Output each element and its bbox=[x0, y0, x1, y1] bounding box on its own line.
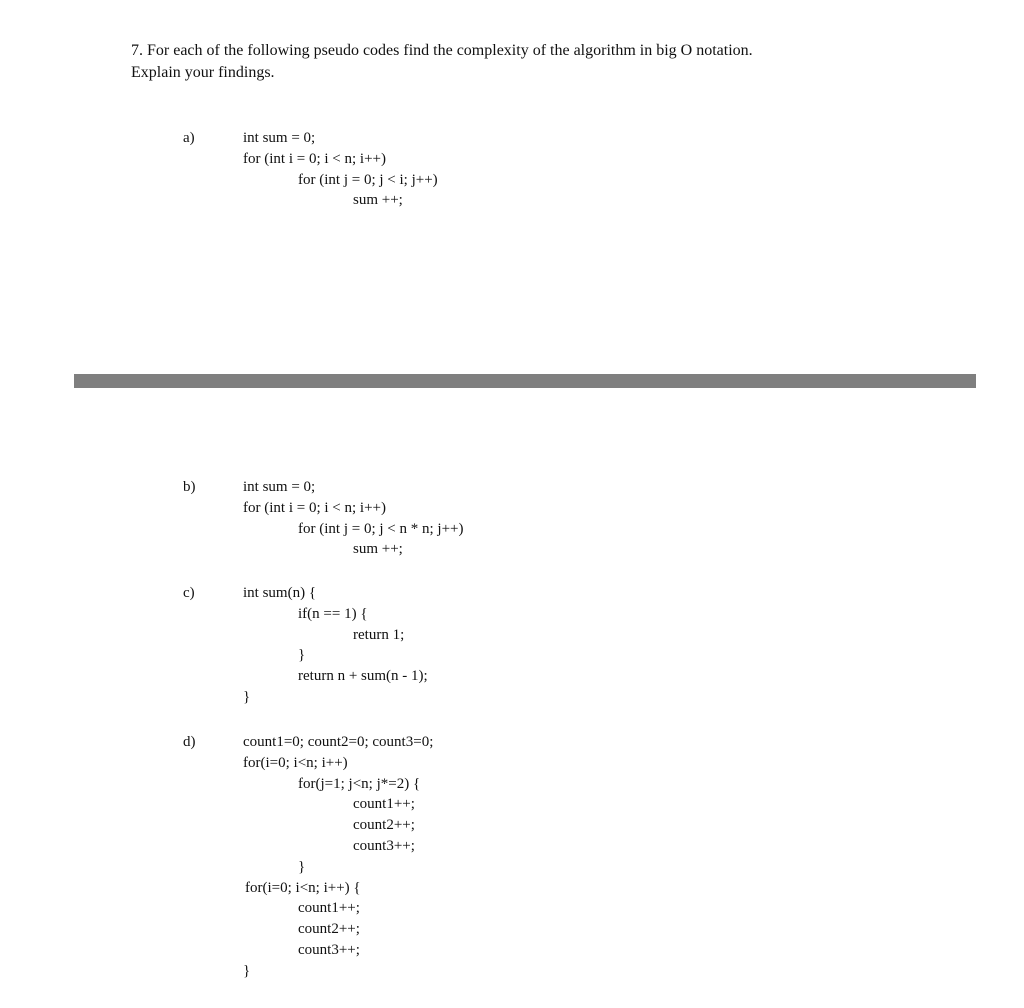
code-line: return n + sum(n - 1); bbox=[298, 668, 428, 685]
code-line: count1=0; count2=0; count3=0; bbox=[243, 734, 434, 750]
code-line: if(n == 1) { bbox=[298, 605, 368, 622]
code-line: return 1; bbox=[353, 626, 405, 643]
part-c-label: c) bbox=[183, 585, 195, 601]
code-line: count1++; bbox=[298, 900, 360, 917]
code-line: sum ++; bbox=[353, 541, 403, 558]
code-line: for(i=0; i<n; i++) bbox=[243, 754, 348, 771]
code-line: for (int j = 0; j < n * n; j++) bbox=[298, 520, 464, 537]
part-a-label: a) bbox=[183, 130, 195, 146]
part-b-label: b) bbox=[183, 479, 196, 495]
code-line: count2++; bbox=[298, 921, 360, 938]
code-line: for(j=1; j<n; j*=2) { bbox=[298, 775, 421, 792]
code-line: int sum = 0; bbox=[243, 130, 316, 146]
code-line: } bbox=[243, 962, 251, 979]
code-line: } bbox=[298, 647, 306, 664]
code-line: count3++; bbox=[298, 941, 360, 958]
part-d-label: d) bbox=[183, 734, 196, 750]
question-line-1: 7. For each of the following pseudo codes find the complexity of the algorithm in big O notation. bbox=[131, 42, 753, 59]
code-line: count2++; bbox=[353, 817, 415, 834]
part-b-code bbox=[243, 477, 464, 560]
code-line: } bbox=[298, 858, 306, 875]
part-d-code bbox=[243, 732, 433, 982]
code-line: } bbox=[243, 688, 251, 705]
question-line-2: Explain your findings. bbox=[131, 64, 275, 81]
code-line: for (int i = 0; i < n; i++) bbox=[243, 499, 386, 516]
question-text bbox=[131, 40, 991, 84]
code-line: int sum(n) { bbox=[243, 585, 317, 601]
code-line: count3++; bbox=[353, 837, 415, 854]
code-line: sum ++; bbox=[353, 192, 403, 209]
code-line: for (int j = 0; j < i; j++) bbox=[298, 171, 438, 188]
code-line: int sum = 0; bbox=[243, 479, 316, 495]
page-divider bbox=[74, 374, 976, 388]
code-line: for(i=0; i<n; i++) { bbox=[245, 879, 361, 896]
code-line: for (int i = 0; i < n; i++) bbox=[243, 150, 386, 167]
part-a-code bbox=[243, 128, 438, 211]
part-c-code bbox=[243, 583, 428, 708]
code-line: count1++; bbox=[353, 796, 415, 813]
